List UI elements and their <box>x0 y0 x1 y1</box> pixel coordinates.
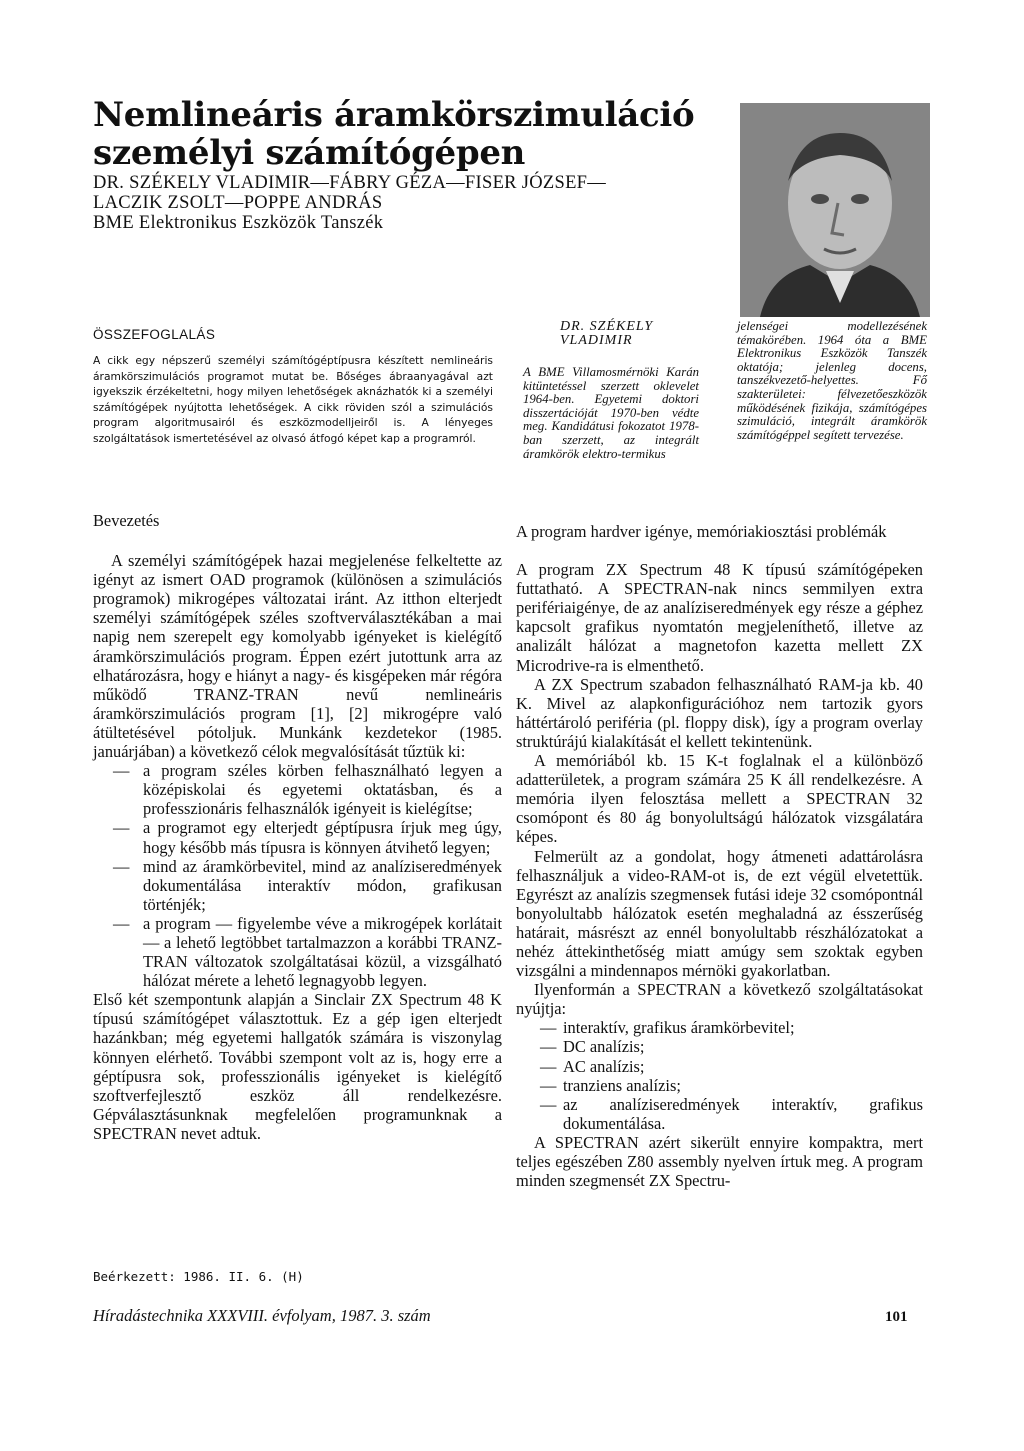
hardware-paragraph-3: A memóriából kb. 15 K-t foglalnak el a különböző adatterületek, a program számára 25 K áll rendelkezésre. A memória ilyen felosztása mellett a SPECTRAN 32 csomópont és 80 ág bonyolultságú hálózatok vizsgálatára képes. <box>516 751 923 847</box>
bio-name-line-2: VLADIMIR <box>560 333 633 348</box>
bio-text-column-1: A BME Villamosmérnöki Karán kitüntetéssel szerzett oklevelet 1964-ben. Egyetemi doktori disszertációját 1970-ben védte meg. Kandidátusi fokozatot 1978-ban szerzett, az integrált áramkörök elektro-termikus <box>523 365 699 461</box>
hardware-paragraph-6: A SPECTRAN azért sikerült ennyire kompaktra, mert teljes egészében Z80 assembly nyelven írtuk meg. A program minden szegmensét ZX Spectru- <box>516 1132 923 1191</box>
hardware-paragraph-5: Ilyenformán a SPECTRAN a következő szolgáltatásokat nyújtja: <box>516 980 923 1019</box>
intro-paragraph-1: A személyi számítógépek hazai megjelenése felkeltette az igényt az ismert OAD programok (különösen a szimulációs programok) mikrogépes változatai iránt. Az itthon elterjedt személyi számítógépek széles szoftverválasztékában a mai napig nem szerepelt egy komolyabb igényeket is kielégítő áramkörszimulációs program. Éppen ezért jutottunk arra az elhatározásra, hogy e hiányt a nagy- és kisgépeken már régóra működő TRANZ-TRAN nevű nemlineáris áramkörszimulációs program [1], [2] mikrogépre való átültetésével pótoljuk. Munkánk kezdetekor (1985. januárjában) a következő célok megvalósítását tűztük ki: <box>93 551 502 762</box>
list-item: — az analíziseredmények interaktív, grafikus dokumentálása. <box>540 1094 923 1133</box>
title-line-1: Nemlineáris áramkörszimuláció <box>93 95 695 135</box>
list-item: — mind az áramkörbevitel, mind az analíziseredmények dokumentálása interaktív módon, grafikusan történjék; <box>113 856 502 914</box>
bio-name-line-1: DR. SZÉKELY <box>560 319 654 334</box>
section-heading-intro: Bevezetés <box>93 511 160 530</box>
left-column <box>93 511 502 1143</box>
bio-text-column-2: jelenségei modellezésének témakörében. 1964 óta a BME Elektronikus Eszközök Tanszék oktatója; jelenleg docens, tanszékvezető-helyettes. Fő szakterületei: félvezetőeszközök működésének fizikája, számítógépes szimuláció, integrált áramkörök számítógéppel segített tervezése. <box>737 319 927 442</box>
hardware-paragraph-4: Felmerült az a gondolat, hogy átmeneti adattárolásra felhasználjuk a video-RAM-ot is, de ezt végül elvetettük. Egyrészt az analízis szegmensek futási ideje 32 csomópontnál bonyolultabb hálózatok esetén meghaladná az ésszerűség határait, másrészt az ennél bonyolultabb részhálózatokat a nehéz áttekinthetőség miatt amúgy sem szoktak egyben vizsgálni a mindennapos mérnöki gyakorlatban. <box>516 846 923 981</box>
hardware-paragraph-2: A ZX Spectrum szabadon felhasználható RAM-ja kb. 40 K. Mivel az alapkonfigurációhoz nem tartozik gyors háttértároló periféria (pl. floppy disk), így a program overlay struktúrájú kialakítását el kellett tekintenünk. <box>516 674 923 751</box>
list-item: — interaktív, grafikus áramkörbevitel; <box>540 1018 795 1038</box>
portrait-placeholder <box>740 103 930 317</box>
authors-line-1: DR. SZÉKELY VLADIMIR—FÁBRY GÉZA—FISER JÓZSEF— <box>93 173 607 193</box>
section-heading-hardware: A program hardver igénye, memóriakiosztási problémák <box>516 522 887 541</box>
goals-list <box>93 761 502 990</box>
bio-name <box>523 320 701 348</box>
intro-paragraph-2: Első két szempontunk alapján a Sinclair ZX Spectrum 48 K típusú számítógépet választottuk. Ez a gép igen elterjedt hazánkban; még egyetemi hallgatók számára is viszonylag könnyen elérhető. További szempont volt az is, hogy erre a géptípusra sok, professzionális igényeket is kielégítő szoftverfejlesztő eszköz áll rendelkezésre. Gépválasztásunknak megfelelően programunknak a SPECTRAN nevet adtuk. <box>93 990 502 1143</box>
author-block <box>93 173 733 233</box>
affiliation: BME Elektronikus Eszközök Tanszék <box>93 213 384 233</box>
right-column <box>516 522 923 1190</box>
author-portrait-photo <box>740 103 930 317</box>
page-number: 101 <box>885 1309 908 1325</box>
abstract-text: A cikk egy népszerű személyi számítógéptípusra készített nemlineáris áramkörszimulációs programot mutat be. Bőséges ábraanyagával azt igyekszik érzékeltetni, hogy milyen lehetőségek aknázhatók ki a személyi számítógépek nyújtotta lehetőségek. A cikk röviden szól a szimulációs program algoritmusairól és eszközmodelljeiről is. A lényeges szolgáltatások ismertetésével az olvasó átfogó képet kap a programról. <box>93 354 493 445</box>
list-item: — a programot egy elterjedt géptípusra írjuk meg úgy, hogy később más típusra is könnyen átvihető legyen; <box>113 818 502 857</box>
list-item: — a program széles körben felhasználható legyen a középiskolai és egyetemi oktatásban, és a professzionáris felhasználók igényeit is kielégítse; <box>113 761 502 819</box>
services-list <box>516 1018 923 1133</box>
abstract-heading: ÖSSZEFOGLALÁS <box>93 327 216 342</box>
list-item: — tranziens analízis; <box>540 1075 681 1095</box>
journal-footer: Híradástechnika XXXVIII. évfolyam, 1987. 3. szám <box>93 1306 431 1325</box>
authors-line-2: LACZIK ZSOLT—POPPE ANDRÁS <box>93 193 383 213</box>
hardware-paragraph-1: A program ZX Spectrum 48 K típusú számítógépeken futtatható. A SPECTRAN-nak nincs semmilyen extra perifériaigénye, de az analíziseredmények egy része a géphez kapcsolt grafikus nyomtatón megjeleníthető, illetve az analizált hálózat a magnetofon kazetta mellett ZX Microdrive-ra is elmenthető. <box>516 560 923 675</box>
list-item: — a program — figyelembe véve a mikrogépek korlátait — a lehető legtöbbet tartalmazzon a korábbi TRANZ-TRAN változatok szolgáltatásai közül, a vizsgálható hálózat mérete a lehető legnagyobb legyen. <box>113 913 502 991</box>
list-item: — DC analízis; <box>540 1037 645 1057</box>
article-title <box>93 96 713 172</box>
received-date: Beérkezett: 1986. II. 6. (H) <box>93 1269 304 1284</box>
title-line-2: személyi számítógépen <box>93 133 526 173</box>
list-item: — AC analízis; <box>540 1056 645 1076</box>
